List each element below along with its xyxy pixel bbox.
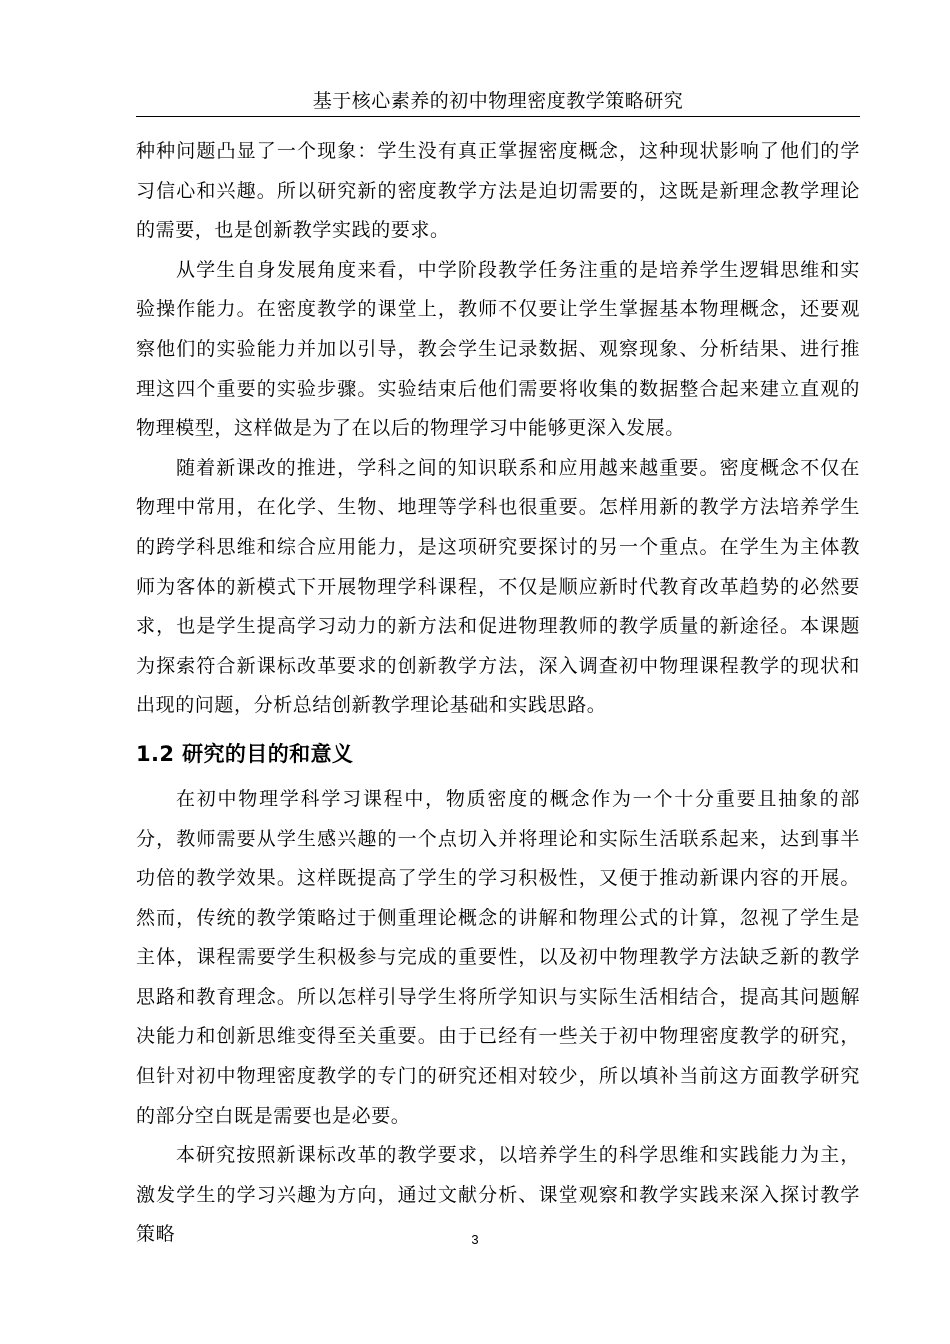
paragraph: 随着新课改的推进，学科之间的知识联系和应用越来越重要。密度概念不仅在物理中常用，在化学、生物、地理等学科也很重要。怎样用新的教学方法培养学生的跨学科思维和综合应用能力，是这项研究要探讨的另一个重点。在学生为主体教师为客体的新模式下开展物理学科课程，不仅是顺应新时代教育改革趋势的必然要求，也是学生提高学习动力的新方法和促进物理教师的教学质量的新途径。本课题为探索符合新课标改革要求的创新教学方法，深入调查初中物理课程教学的现状和出现的问题，分析总结创新教学理论基础和实践思路。 [136,456,860,717]
paragraph: 在初中物理学科学习课程中，物质密度的概念作为一个十分重要且抽象的部分，教师需要从学生感兴趣的一个点切入并将理论和实际生活联系起来，达到事半功倍的教学效果。这样既提高了学生的学习积极性，又便于推动新课内容的开展。然而，传统的教学策略过于侧重理论概念的讲解和物理公式的计算，忽视了学生是主体，课程需要学生积极参与完成的重要性，以及初中物理教学方法缺乏新的教学思路和教育理念。所以怎样引导学生将所学知识与实际生活相结合，提高其问题解决能力和创新思维变得至关重要。由于已经有一些关于初中物理密度教学的研究，但针对初中物理密度教学的专门的研究还相对较少，所以填补当前这方面教学研究的部分空白既是需要也是必要。 [136,787,860,1127]
page-number: 3 [471,1232,479,1247]
header-rule [136,116,860,117]
paragraph: 从学生自身发展角度来看，中学阶段教学任务注重的是培养学生逻辑思维和实验操作能力。在密度教学的课堂上，教师不仅要让学生掌握基本物理概念，还要观察他们的实验能力并加以引导，教会学生记录数据、观察现象、分析结果、进行推理这四个重要的实验步骤。实验结束后他们需要将收集的数据整合起来建立直观的物理模型，这样做是为了在以后的物理学习中能够更深入发展。 [136,258,860,440]
body-text [136,132,860,1255]
section-heading: 1.2 研究的目的和意义 [136,741,354,766]
running-header: 基于核心素养的初中物理密度教学策略研究 [312,90,684,112]
paragraph: 本研究按照新课标改革的教学要求，以培养学生的科学思维和实践能力为主，激发学生的学习兴趣为方向，通过文献分析、课堂观察和教学实践来深入探讨教学策略 [136,1144,860,1246]
paragraph-continued: 种种问题凸显了一个现象：学生没有真正掌握密度概念，这种现状影响了他们的学习信心和兴趣。所以研究新的密度教学方法是迫切需要的，这既是新理念教学理论的需要，也是创新教学实践的要求。 [136,140,860,242]
